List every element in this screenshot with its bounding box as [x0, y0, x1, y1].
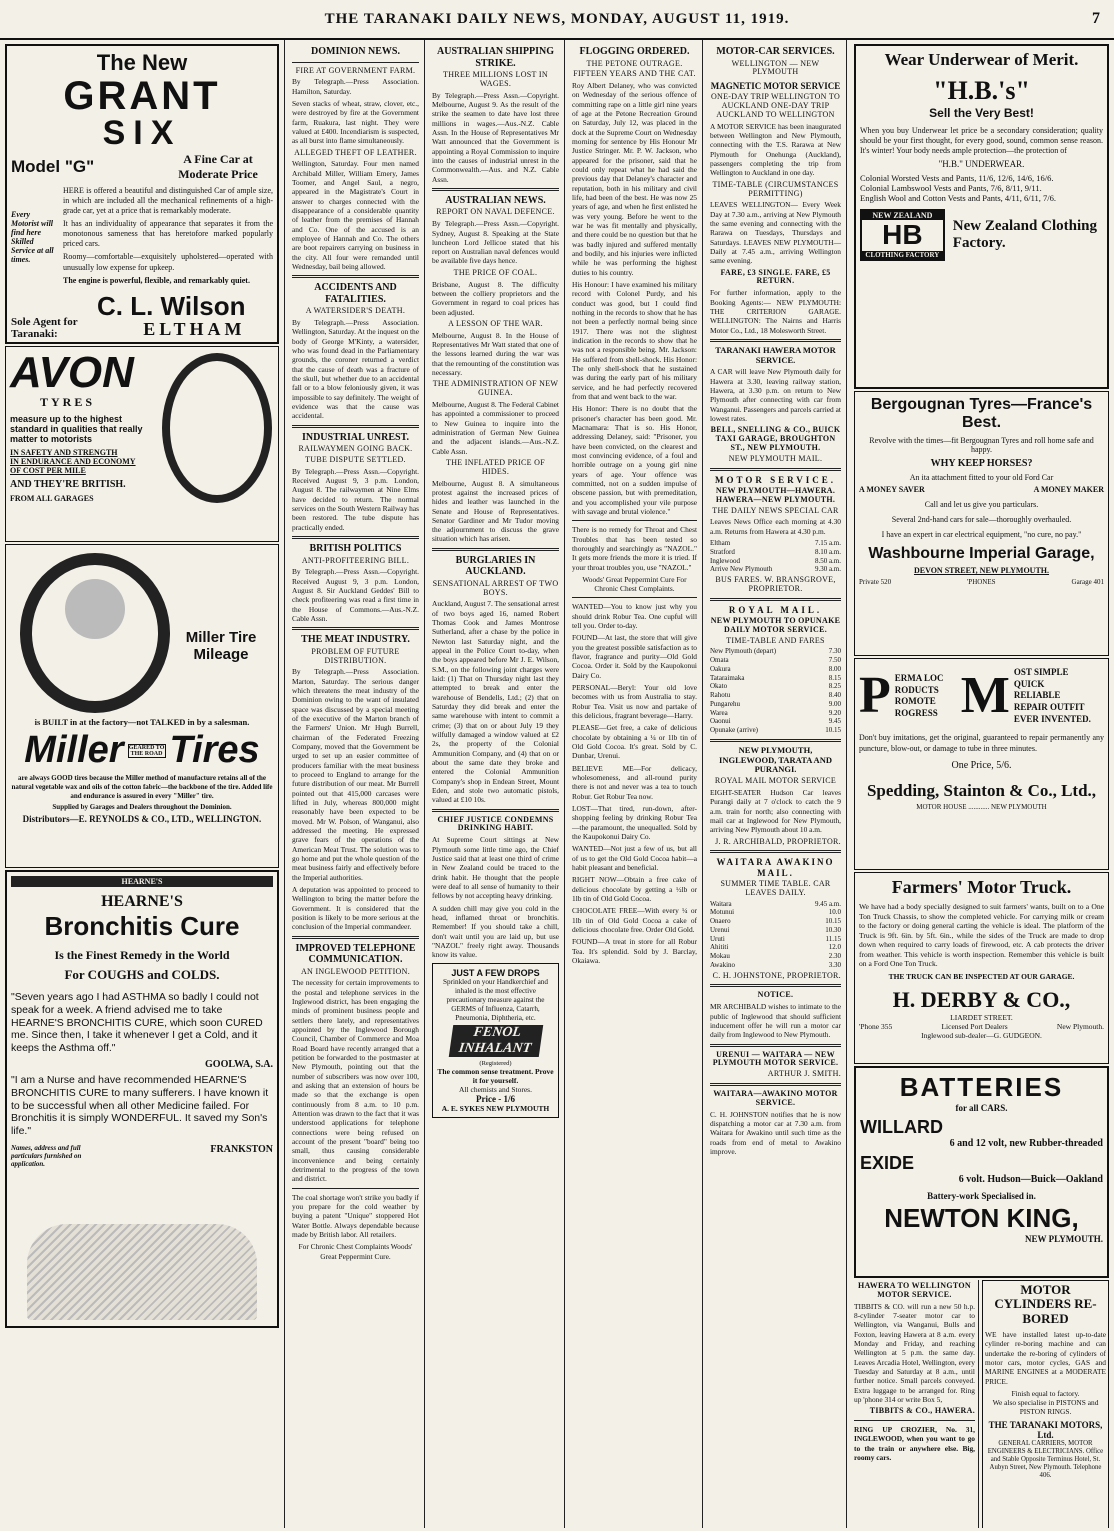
subhead-fire: FIRE AT GOVERNMENT FARM.: [295, 65, 416, 75]
farmers-town: New Plymouth.: [1056, 1021, 1104, 1031]
sig-johnstone: C. H. JOHNSTONE, PROPRIETOR.: [712, 970, 841, 980]
grant-fine-car: A Fine Car at Moderate Price: [178, 152, 258, 181]
heading-industrial-unrest: INDUSTRIAL UNREST.: [301, 431, 410, 443]
hb-underwear-ad: [854, 44, 1109, 389]
article-railwaymen: By Telegraph.—Press Assn.—Copyright. Received August 9, 3 p.m. London, August 8. The railwaymen at Nine Elms have decided to return. The normal services on the South Western Railway has been restored. The tube dispute has practically ended.: [292, 466, 419, 532]
subhead-lesson: A LESSON OF THE WAR.: [448, 318, 543, 328]
miller-supplied: Supplied by Garages and Dealers throughout the Dominion.: [52, 803, 232, 812]
heading-taranaki-hawera: TARANAKI HAWERA MOTOR SERVICE.: [715, 344, 836, 365]
heading-shipping-strike: AUSTRALIAN SHIPPING STRIKE.: [437, 46, 554, 69]
berg-saver: A MONEY SAVER: [859, 485, 925, 494]
hearnes-sig-2: FRANKSTON: [210, 1143, 273, 1155]
table-row: Motunui 10.0: [710, 908, 841, 917]
perma-price: One Price, 5/6.: [951, 759, 1012, 771]
column-1-ads: [0, 40, 285, 1528]
subhead-opunake-fares: TIME-TABLE AND FARES: [726, 635, 825, 645]
avon-line-6: FROM ALL GARAGES: [10, 494, 94, 503]
perma-loc-ad: P ERMA LOC RODUCTS ROMOTE ROGRESS M OST SIMPLE QUICK RELIABLE REPAIR OUTFIT EVER INVENTED. Don't buy imitations, get the original, guaranteed to repair permanently any puncture, blow-out, or damage to tube in three minutes. One Price, 5/6. Spedding, Stainton & Co., Ltd., MOTOR HOUSE ............ NEW PLYMOUTH: [854, 658, 1109, 870]
heading-tarata-purangi: NEW PLYMOUTH, INGLEWOOD, TARATA AND PURANGI.: [719, 744, 832, 775]
ad-peppermint: Woods' Great Peppermint Cure For Chronic Chest Complaints.: [582, 574, 687, 594]
farmers-firm: H. DERBY & CO.,: [892, 986, 1071, 1012]
table-row: Eltham 7.15 a.m.: [710, 539, 841, 547]
perma-body: Don't buy imitations, get the original, guaranteed to repair permanently any puncture, blow-out, or damage to tube in three minutes.: [859, 733, 1104, 753]
hearnes-for: For COUGHS and COLDS.: [64, 967, 220, 982]
table-row: Inglewood 8.50 a.m.: [710, 556, 841, 565]
sig-smith: ARTHUR J. SMITH.: [767, 1069, 841, 1079]
farmers-licensed: Licensed Port Dealers: [941, 1021, 1008, 1031]
table-row: Waitara 9.45 a.m.: [710, 899, 841, 908]
column-4-news: [567, 40, 703, 1528]
subhead-watersider: A WATERSIDER'S DEATH.: [305, 306, 406, 316]
agents-bell-snelling: BELL, SNELLING & CO., BUICK TAXI GARAGE, BROUGHTON ST., NEW PLYMOUTH.: [710, 425, 841, 453]
subhead-hides: THE INFLATED PRICE OF HIDES.: [446, 457, 545, 476]
masthead: [0, 0, 1114, 40]
grant-six: SIX: [102, 114, 182, 152]
cyl-head: MOTOR CYLINDERS RE-BORED: [994, 1282, 1097, 1326]
hearnes-strip: HEARNE'S: [11, 876, 273, 887]
grant-agent-label: Sole Agent for Taranaki:: [11, 315, 78, 340]
table-row: Arrive New Plymouth 9.30 a.m.: [710, 565, 841, 574]
table-row: Oaonui 9.45: [710, 717, 841, 726]
classified-ad: PERSONAL—Beryl: Your old love becomes with us from Australia to stay. Robur Tea. Visit us now and partake of this delicious, fragrant beverage—Harry.: [572, 683, 697, 721]
article-meat: By Telegraph.—Press Association. Marton, Saturday. The serious danger which threatens the meat industry of the Dominion owing to the want of insulated space was discussed by a special meeting of the executive of the Marton branch of the Farmers' Union. Mr Hugh Burrell, chairman of the Federated Freezing Company, moved that the Government be urged to set up an easier committee of producers familiar with the meat business to proceed to England to arrange for the future distribution of our meat. Mr Burrell pointed out that 415,000 carcases were lifted in July, whereas 800,000 might reasonably have been expected to be moved. Mr W. Polson, of Wanganui, also addressed the meeting. He expressed grave fears of the operations of the American Meat Trust. The solution was to go home and put the whole question of the meat business fairly and effectively before the Imperial authorities.: [292, 667, 419, 882]
grant-body-4: The engine is powerful, flexible, and remarkably quiet.: [63, 275, 250, 285]
berg-garage: Washbourne Imperial Garage,: [868, 545, 1095, 562]
perma-firm: Spedding, Stainton & Co., Ltd.,: [866, 780, 1097, 800]
article-leather: Wellington, Saturday. Four men named Archibald Miller, William Emery, James Toomer, and Angel Saul, a negro, appeared in the Magistrate's Court in answer to charges connected with the disappearance of a considerable quantity of leather from the premises of Hannah and Co. One of the accused is an employee of Hannah and Co. The others are boot repairers carrying on business in the city. All four were remanded until Wednesday, bail being allowed.: [292, 159, 419, 271]
farmers-addr: LIARDET STREET.: [950, 1012, 1013, 1022]
avon-tyres-ad: [5, 346, 279, 542]
table-row: Opunake (arrive) 10.15: [710, 726, 841, 735]
classified-ad: RIGHT NOW—Obtain a free cake of delicious chocolate by getting a ½lb or 1lb tin of Old Gold Cocoa.: [572, 875, 697, 903]
hb-factory: New Zealand Clothing Factory.: [952, 218, 1097, 252]
farmers-phone: 'Phone 355: [859, 1021, 893, 1031]
table-row: Omata 7.50: [710, 656, 841, 665]
subhead-meat: PROBLEM OF FUTURE DISTRIBUTION.: [311, 646, 400, 665]
hawera-head: HAWERA TO WELLINGTON MOTOR SERVICE.: [858, 1281, 971, 1299]
column-3-news: [427, 40, 565, 1528]
grant-title: GRANT: [63, 74, 221, 118]
farmers-truck-ad: [854, 872, 1109, 1064]
cyl-body: WE have installed latest up-to-date cylinder re-boring machine and can undertake the re-boring of cylinders of motor cars, motor cycles, GAS and MARINE ENGINES at a MODERATE PRICE.: [985, 1329, 1106, 1386]
heading-dominion-news: DOMINION NEWS.: [311, 46, 400, 57]
subhead-petone: THE PETONE OUTRAGE.: [586, 58, 683, 68]
subhead-leather: ALLEGED THEFT OF LEATHER.: [294, 147, 417, 157]
perma-p: P: [859, 667, 891, 725]
miller-tires-ad: [5, 544, 279, 868]
article-watersider: By Telegraph.—Press Association. Wellington, Saturday. At the inquest on the body of George M'Kinty, a watersider, who was found dead in the Parliamentary grounds, the coroner returned a verdict that the cause of death was a fracture of the skull, but whether due to an accidental fall or to a blow feloniously given, it was impossible to say definitely. The weight of evidence was that the cause was accidental.: [292, 318, 420, 421]
subhead-np-hawera: NEW PLYMOUTH—HAWERA. HAWERA—NEW PLYMOUTH.: [715, 485, 836, 504]
miller-distributors: Distributors—E. REYNOLDS & CO., LTD., WELLINGTON.: [22, 814, 262, 825]
classified-ad: LOST—That tired, run-down, after-shopping feeling by drinking Robur Tea—the paramount, the unequalled. Sold by the Kaupokonui Dairy Co.: [572, 804, 697, 842]
crozier-ad: RING UP CROZIER, No. 31, INGLEWOOD, when you want to go to the train or anywhere else. Big, roomy cars.: [854, 1425, 975, 1462]
avon-brand: AVON: [10, 348, 134, 397]
article-burglaries: Auckland, August 7. The sensational arrest of two boys aged 16, named Robert Thomas Cook and James Montrose Sutherland, after a chase by the police in Newton last Saturday night, and the appeal in the Police Court to-day, when the boys appeared before Mr J. E. Wilson, S.M., on the following joint charges were laid: (1) That on Thursday night last they attempted to break and enter the warehouse of Bendells, Ltd.; (2) that on Saturday they did break and enter the same warehouse with intent to commit a crime; (3) that on or about July 19 they wilfully damaged a window valued at £2 2s, the property of the Colonial Ammunition Company, and (4) that on or about the same date they broke and entered the Colonial Ammunition Company's shop in Endean Street, Mount Eden, and stole two automatic pistols, valued at £10 10s.: [432, 599, 559, 805]
hearnes-testimonial-2: "I am a Nurse and have recommended HEARNE'S BRONCHITIS CURE to many sufferers. I have known it to be successful when all other Medicine failed. For Bronchitis it is simply WONDERFUL. It saved my Son's life.": [11, 1073, 269, 1138]
table-row: Stratford 8.10 a.m.: [710, 547, 841, 556]
subhead-arrest: SENSATIONAL ARREST OF TWO BOYS.: [432, 578, 559, 597]
fenol-price: Price - 1/6: [476, 1094, 515, 1105]
berg-line-1: Revolve with the times—fit Bergougnan Tyres and roll home safe and happy.: [869, 436, 1094, 454]
column-5-motor-services: [705, 40, 847, 1528]
batt-willard: WILLARD: [860, 1117, 943, 1137]
classified-ad: WANTED—Not just a few of us, but all of us to get the Old Gold Cocoa habit—a habit pleasant and beneficial.: [572, 844, 697, 873]
hearnes-name: HEARNE'S: [101, 893, 183, 910]
opunake-table: [710, 647, 841, 735]
hearnes-bronchitis-ad: [5, 870, 279, 1328]
heading-urenui: URENUI — WAITARA — NEW PLYMOUTH MOTOR SERVICE.: [712, 1049, 839, 1068]
berg-phones: 'PHONES: [967, 578, 996, 586]
hb-line-1: Colonial Worsted Vests and Pants, 11/6, 12/6, 14/6, 16/6.: [860, 173, 1054, 184]
avon-line-1: measure up to the highest standard in qualities that really matter to motorists: [10, 414, 143, 444]
berg-street: DEVON STREET, NEW PLYMOUTH.: [913, 566, 1050, 575]
heading-australian-news: AUSTRALIAN NEWS.: [445, 194, 546, 206]
avon-tyres: TYRES: [40, 395, 96, 409]
subhead-one-day-trip: ONE-DAY TRIP WELLINGTON TO AUCKLAND ONE-DAY TRIP AUCKLAND TO WELLINGTON: [710, 92, 841, 120]
fenol-head: JUST A FEW DROPS: [451, 968, 540, 979]
cyl-firm: THE TARANAKI MOTORS, Ltd.: [988, 1419, 1103, 1440]
batteries-ad: [854, 1066, 1109, 1278]
batt-head: BATTERIES: [899, 1072, 1064, 1102]
heading-accidents: ACCIDENTS AND FATALITIES.: [314, 282, 397, 305]
table-row: Pungarehu 9.00: [710, 699, 841, 708]
hb-product: "H.B." UNDERWEAR.: [938, 159, 1025, 170]
magnetic-fares: FARE, £3 SINGLE. FARE, £5 RETURN.: [720, 267, 831, 286]
classified-ad: CHOCOLATE FREE—With every ¼ or 1lb tin of Old Gold Cocoa a cake of delicious chocolate free. Order Old Gold.: [572, 906, 697, 934]
berg-line-2: An ita attachment fitted to your old Ford Car: [909, 473, 1054, 482]
miller-geared: GEARED TO THE ROAD: [128, 744, 165, 757]
classified-ad: FOUND—At last, the store that will give you the greatest possible satisfaction as to flavor, fragrance and purity—Old Gold Cocoa. Order it. Sold by the Kaupokonui Dairy Co.: [572, 633, 697, 680]
daily-news-car-times: Leaves News Office each morning at 4.30 a.m. Returns from Hawera at 4.30 p.m.: [710, 517, 841, 536]
batt-town: NEW PLYMOUTH.: [1024, 1234, 1103, 1244]
heading-flogging: FLOGGING ORDERED.: [579, 46, 690, 57]
grant-model: Model "G": [11, 157, 95, 176]
subhead-inglewood: AN INGLEWOOD PETITION.: [300, 966, 411, 976]
heading-motor-services: MOTOR-CAR SERVICES.: [716, 46, 835, 57]
hearnes-testimonial-1: "Seven years ago I had ASTHMA so badly I could not speak for a week. A friend advised me to take HEARNE'S BRONCHITIS CURE, which soon CURED me. Since then, I take it whenever I get a Cold, and it keeps the Asthma off.": [11, 991, 263, 1055]
article-johnston: C. H. JOHNSTON notifies that he is now dispatching a motor car at 7.30 a.m. from Waitara for Awakino until such time as the roads from end of metal to Awakino improve.: [710, 1109, 841, 1156]
subhead-naval: REPORT ON NAVAL DEFENCE.: [436, 207, 555, 217]
hawera-wellington-ad: [854, 1280, 979, 1528]
hearnes-illustration: [27, 1224, 257, 1320]
hb-line-3: English Wool and Cotton Vests and Pants, 4/11, 6/11, 7/6.: [860, 193, 1057, 204]
table-row: Rahotu 8.40: [710, 691, 841, 700]
classified-ad: BELIEVE ME—For delicacy, wholesomeness, and all-round purity there is not and never was a tea to touch Robur. Get Robur Tea now.: [572, 763, 697, 801]
subhead-daily-news-car: THE DAILY NEWS SPECIAL CAR: [712, 505, 839, 515]
grant-body-1: HERE is offered a beautiful and distinguished Car of ample size, in which are included all the mechanical refinements of a high-grade car, yet at a price that is remarkably moderate.: [63, 186, 273, 216]
subhead-royal-mail-motor: ROYAL MAIL MOTOR SERVICE: [714, 776, 837, 786]
article-new-guinea: Melbourne, August 8. The Federal Cabinet has appointed a commissioner to proceed to New Guinea to inquire into the administration of German New Guinea and the adjacent islands.—Aus.-N.Z. Cable Assn.: [432, 399, 559, 456]
article-telephone: The necessity for certain improvements to the postal and telephone services in the Inglewood district, has been engaging the minds of prominent business people and settlers there lately, and representatives appointed by the Inglewood Borough Council, Chamber of Commerce and Moa Road Board have recently arranged that a petition be forwarded to the postmaster at New Plymouth, pointing out that the number of subscribers was now over 100, and asking that an extension of hours be made so that the exchange is open continuously from 8 a.m. to 10 p.m. Attention was drawn to the fact that it was understood applications for telephone connections were being refused on account of the present "board" being too small, thus causing considerable inconvenience and being certainly detrimental to the progress of the town and district.: [292, 978, 419, 1184]
miller-tires: Tires: [169, 729, 260, 771]
article-taranaki-hawera: A CAR will leave New Plymouth daily for Hawera at 3.30, leaving railway station, Hawera, at 3.30 p.m. on return to New Plymouth after connecting with car from Wanganui. Passengers and parcels carried at lowest rates.: [710, 367, 841, 424]
motor-cylinders-ad: [982, 1280, 1109, 1528]
hearnes-remedy: Is the Finest Remedy in the World: [54, 948, 230, 962]
hearnes-names-note: Names, address and full particulars furnished on application.: [11, 1143, 82, 1168]
heading-notice: NOTICE.: [757, 990, 794, 1000]
berg-garage-no: Garage 401: [1071, 578, 1104, 586]
classified-ad: PLEASE—Get free, a cake of delicious chocolate by obtaining a ¼ or 1lb tin of Old Gold Cocoa. It's great. Sold by C. Dunbar, Urenui.: [572, 723, 697, 761]
article-magnetic-times: LEAVES WELLINGTON— Every Week Day at 7.30 a.m., arriving at New Plymouth the same evening and connecting with the Rarawa on Tuesdays, Thursdays and Saturdays. LEAVES NEW PLYMOUTH— Daily at 7.45 a.m., arriving Wellington same evening.: [710, 200, 841, 266]
avon-line-3: IN ENDURANCE AND ECONOMY: [10, 457, 136, 466]
fenol-body: Sprinkled on your Handkerchief and inhaled is the most effective precautionary measure against the GERMS of Influenza, Catarrh, Pneumonia, Diphtheria, etc.: [443, 978, 548, 1022]
classified-ad: FOUND—A treat in store for all Robur Tea. It's splendid. Sold by J. Barclay, Okaiawa.: [572, 937, 697, 965]
grant-agent-name: C. L. Wilson: [97, 290, 246, 321]
subhead-summer: SUMMER TIME TABLE. CAR LEAVES DAILY.: [720, 879, 831, 897]
perma-m: M: [960, 667, 1010, 725]
miller-tire-mileage: Miller Tire Mileage: [185, 629, 257, 663]
heading-meat-industry: THE MEAT INDUSTRY.: [301, 634, 410, 646]
table-row: Warea 9.20: [710, 708, 841, 717]
article-fire: Seven stacks of wheat, straw, clover, etc., were destroyed by fire at the Government farm, Ruakura, last night. They were valued at £400. Incendiarism is suspected, as all burst into flame simultaneously.: [292, 98, 419, 146]
article-lesson: Melbourne, August 8. In the House of Representatives Mr Watt stated that one of the lessons learned during the war was that the remounting of the constitution was necessary.: [432, 330, 559, 378]
berg-line-3: Call and let us give you particulars.: [924, 500, 1039, 509]
awakino-table: [710, 900, 841, 970]
table-row: Onaero 10.15: [710, 917, 841, 926]
berg-why: WHY KEEP HORSES?: [930, 458, 1033, 469]
avon-line-2: IN SAFETY AND STRENGTH: [10, 448, 118, 457]
hearnes-product: Bronchitis Cure: [44, 911, 240, 941]
grant-side-note: Every Motorist will find here Skilled Service at all times.: [11, 210, 54, 264]
subhead-opunake: NEW PLYMOUTH TO OPUNAKE DAILY MOTOR SERVICE.: [710, 615, 841, 634]
table-row: Mokau 2.30: [710, 952, 841, 961]
table-row: Awakino 3.30: [710, 960, 841, 969]
fenol-maker: A. E. SYKES NEW PLYMOUTH: [441, 1104, 550, 1114]
grant-agent-town: ELTHAM: [143, 318, 246, 339]
article-coal: Brisbane, August 8. The difficulty between the colliery proprietors and the Government in regard to coal prices has been adjusted.: [432, 279, 559, 317]
ad-nazol-2: There is no remedy for Throat and Chest Troubles that has been tested so thoroughly and searchingly as "NAZOL." It gets more friends the more it is tried. If your throat troubles you, use "NAZOL.": [572, 525, 697, 572]
hb-line-2: Colonial Lambswool Vests and Pants, 7/6, 8/11, 9/11.: [860, 183, 1042, 194]
subhead-fifteen-years: FIFTEEN YEARS AND THE CAT.: [573, 69, 696, 79]
farmers-sub: Inglewood sub-dealer—G. GUDGEON.: [921, 1030, 1042, 1040]
hb-brand: "H.B.'s": [933, 76, 1030, 105]
table-row: Ahititi 12.0: [710, 943, 841, 952]
miller-man-image: [65, 579, 125, 639]
article-meat-2: A deputation was appointed to proceed to Wellington to bring the matter before the Government. It is considered that the position is likely to be more serious at the conclusion of the Imperial commandeer.: [292, 885, 419, 932]
batt-exide: EXIDE: [860, 1153, 915, 1173]
subhead-coal: THE PRICE OF COAL.: [453, 267, 538, 277]
page-number: 7: [1092, 10, 1100, 27]
subhead-wellington-np: WELLINGTON — NEW PLYMOUTH: [731, 58, 820, 77]
heading-waitara-awakino: WAITARA AWAKINO MAIL.: [716, 857, 835, 878]
hearnes-sig-1: GOOLWA, S.A.: [205, 1058, 273, 1070]
batt-firm: NEWTON KING,: [884, 1203, 1079, 1233]
heading-burglaries: BURGLARIES IN AUCKLAND.: [455, 554, 536, 578]
berg-private: Private 520: [859, 578, 892, 586]
article-flogging-2: His Honour: I have examined his military record with Colonel Purdy, and his conduct was good, but I could find nothing in the records to show that he has not been a perfectly normal being since 1917. There was not the slightest indication in the records to show that he was not a responsible being. Mr. Jackson: He suffered from shell-shock. His Honor: The only shell-shock that he sustained was during the early part of his military service, and he had perfectly recovered from that and went back to the war.: [572, 279, 697, 401]
berg-line-4: Several 2nd-hand cars for sale—thoroughly overhauled.: [891, 515, 1072, 524]
column-2-news: [287, 40, 425, 1528]
table-row: Tataraimaka 8.15: [710, 673, 841, 682]
fenol-brand: FENOL INHALANT: [448, 1025, 542, 1057]
batt-service: Battery-work Specialised in.: [927, 1191, 1036, 1201]
cyl-special: We also specialise in PISTONS and PISTON RINGS.: [992, 1397, 1099, 1416]
grant-body-2: It has an individuality of appearance that separates it from the monotonous sameness that has heretofore marked popularly priced cars.: [63, 219, 273, 249]
fenol-reg: (Registered): [479, 1060, 512, 1068]
article-flogging-3: His Honor: There is no doubt that the prisoner's character has been good. Mr. Macnamara: That is so. His Honor, addressing Delaney, said: "Prisoner, you have been convicted, on the clearest and most convincing evidence, of a foul and horrible outrage on a young girl nine years of age. Your offence was committed, not on a sudden impulse of obscene passion, but with premeditation, and you accomplished your vile purpose with savage and brutal violence.": [572, 404, 697, 516]
miller-brand: Miller: [24, 729, 124, 771]
subhead-tube: TUBE DISPUTE SETTLED.: [305, 455, 406, 465]
miller-body: are always GOOD tires because the Miller method of manufacture retains all of the natural vegetable wax and oils of the cotton fabric—the backbone of the tire. Added life and endurance is assured in every "Miller" tire.: [11, 774, 273, 800]
article-naval: By Telegraph.—Press Assn.—Copyright. Sydney, August 8. Speaking at the State luncheon Lord Jellicoe stated that his report on Australian naval defences would be available five days hence.: [432, 219, 559, 266]
article-notice: MR ARCHIBALD wishes to intimate to the public of Inglewood that should sufficient inducement offer he will run a motor car daily from Inglewood to New Plymouth.: [710, 1002, 841, 1040]
farmers-inspect: THE TRUCK CAN BE INSPECTED AT OUR GARAGE.: [888, 971, 1075, 981]
berg-line-5: I have an expert in car electrical equipment, "no cure, no pay.": [881, 530, 1082, 539]
table-row: Oakura 8.00: [710, 664, 841, 673]
bottom-ads: [854, 1280, 1109, 1528]
heading-np-mail: NEW PLYMOUTH MAIL.: [728, 453, 823, 463]
cyl-finish: Finish equal to factory.: [1011, 1388, 1080, 1398]
heading-telephone: IMPROVED TELEPHONE COMMUNICATION.: [295, 942, 416, 966]
heading-royal-mail: ROYAL MAIL.: [728, 604, 823, 615]
fenol-treat: The common sense treatment. Prove it for yourself.: [437, 1067, 554, 1086]
cyl-desc: GENERAL CARRIERS, MOTOR ENGINEERS & ELECTRICIANS. Office and Stable Opposite Terminus Hotel, St. Aubyn Street, New Plymouth. Telephone 406.: [987, 1439, 1104, 1480]
article-magnetic-agents: For further information, apply to the Booking Agents:— NEW PLYMOUTH: THE CRITERION GARAGE. WELLINGTON: The Nairns and Harris Motor Co., Ltd., 18 Molesworth Street.: [710, 288, 841, 335]
avon-line-5: AND THEY'RE BRITISH.: [10, 479, 126, 490]
miller-tagline: is BUILT in at the factory—not TALKED in by a salesman.: [34, 717, 250, 727]
subhead-new-guinea: THE ADMINISTRATION OF NEW GUINEA.: [432, 379, 559, 398]
fenol-sold: All chemists and Stores.: [459, 1085, 532, 1095]
avon-tyre-image: [162, 353, 272, 503]
hawera-body: TIBBITS & CO. will run a new 50 h.p. 8-cylinder 7-seater motor car to Wellington, via Wanganui, Bulls and Foxton, leaving Hawera at 8 a.m. every Monday and Friday, and reaching Wellington at 5 p.m. the same day. Leaves Arcadia Hotel, Wellington, every Tuesday and Saturday at 8 a.m., until further notice. Small parcels conveyed. Extra luggage to be arranged for. Ring up 'phone 314 or write Box 5,: [854, 1301, 975, 1404]
batt-for: for all CARS.: [955, 1103, 1008, 1113]
table-row: Urenui 10.30: [710, 925, 841, 934]
article-magnetic: A MOTOR SERVICE has been inaugurated between Wellington and New Plymouth, connecting with the T.S. Rarawa at New Plymouth for Onehunga (Auckland), passengers completing the trip from Wellington to Auckland in one day.: [710, 121, 841, 178]
grant-the-new: The New: [96, 50, 188, 75]
hb-body: When you buy Underwear let price be a secondary consideration; quality should be your first thought, for every good, sound, common sense reason. It's winter! Your body needs ample protection—the protection of: [860, 126, 1103, 156]
berg-head: Bergougnan Tyres—France's Best.: [870, 396, 1093, 431]
ad-nazol: A sudden chill may give you cold in the head, inflamed throat or bronchitis. Remember! If you should take a chill, don't wait until you are laid up, but use "NAZOL" freely right away. Thousands know its value.: [432, 903, 559, 960]
heading-motor-service: MOTOR SERVICE.: [714, 474, 837, 485]
article-purangi: EIGHT-SEATER Hudson Car leaves Purangi daily at 7 o'clock to catch the 9 a.m. train for north; also connecting with mail car at Inglewood for New Plymouth, arriving New Plymouth about 10 a.m.: [710, 787, 841, 835]
farmers-head: Farmers' Motor Truck.: [891, 877, 1072, 897]
fenol-ad: [432, 963, 559, 1118]
farmers-body: We have had a body specially designed to suit farmers' wants, built on to a One Ton Truck Chassis, to show the completed vehicle. For carrying milk or cream to the factory or doing general carting the vehicle is ideal. The platform of the Truck is 9ft. 6in. by 5ft. 6in., while the sides of the Truck are made to drop down when required to carry loads of firewood, etc. A cab protects the driver from weather. This vehicle is worth inspection. Remember this vehicle is built on a Ford One Ton Truck.: [859, 902, 1104, 969]
dateline-fire: By Telegraph.—Press Association. Hamilton, Saturday.: [292, 77, 419, 96]
hb-sell: Sell the Very Best!: [929, 106, 1034, 120]
batt-exide-desc: 6 volt. Hudson—Buick—Oakland: [958, 1174, 1103, 1185]
perma-firm-addr: MOTOR HOUSE ............ NEW PLYMOUTH: [916, 802, 1047, 811]
table-row: Uruti 11.15: [710, 934, 841, 943]
heading-british-politics: BRITISH POLITICS: [309, 543, 402, 555]
article-profiteering: By Telegraph.—Press Assn.—Copyright. Received August 9, 3 p.m. London, August 8. Sir Auckland Geddes' Bill to check profiteering was read a first time in the House of Commons.—Aus.-N.Z. Cable Assn.: [292, 567, 419, 624]
article-hides: Melbourne, August 8. A simultaneous protest against the increased prices of hides and leather was launched in the Senate and House of Representatives. Senator Gardiner and Mr Tudor moving the adjournment to discuss the grave situation which has arisen.: [432, 478, 559, 544]
article-shipping: By Telegraph.—Press Assn.—Copyright. Melbourne, August 9. As the result of the strike the seamen to date have lost three millions in wages.—Aus.-N.Z. Cable Assn. In the House of Representatives Mr Watt announced that the Government is appointing a Royal Commission to inquire into the causes of industrial unrest in the Commonwealth.—Aus. and N.Z. Cable Assn.: [432, 90, 559, 184]
subhead-chief-justice: CHIEF JUSTICE CONDEMNS DRINKING HABIT.: [437, 814, 554, 833]
avon-line-4: OF COST PER MILE: [10, 466, 86, 475]
masthead-title: THE TARANAKI DAILY NEWS, MONDAY, AUGUST 11, 1919.: [324, 10, 790, 27]
bus-fares: BUS FARES. W. BRANSGROVE, PROPRIETOR.: [715, 575, 836, 593]
column-6-ads: [849, 40, 1114, 1528]
daily-news-car-table: [710, 539, 841, 574]
ad-hot-water-bottle: The coal shortage won't strike you badly if you prepare for the cold weather by buying a patent "Unique" stoppered Hot Water Bottle. Always dependable because made by British labor. All retailers.: [292, 1192, 419, 1239]
heading-waitara-awakino-service: WAITARA—AWAKINO MOTOR SERVICE.: [713, 1088, 838, 1107]
classified-ad: WANTED—You to know just why you should drink Robur Tea. One cupful will tell you. Order to-day.: [572, 602, 697, 631]
hb-head: Wear Underwear of Merit.: [884, 50, 1079, 69]
hawera-firm: TIBBITS & CO., HAWERA.: [869, 1406, 975, 1416]
article-flogging-1: Roy Albert Delaney, who was convicted on Wednesday of the serious offence of committing rape on a little girl nine years of age at the Petone Recreation Ground on Saturday, July 12, was placed in the dock at the Supreme Court on Wednesday morning for sentence by His Honour Mr Justice Stringer. Mr. P. W. Jackson, who appeared for the prisoner, said that he could only repeat what he had said the previous day that Delaney's character and reputation, both in his military and civil life, had been of the best. He was now 25 years of age, and when he first enlisted he was very young. Before he went to the war he was fit mentally and physically, and there could be no question but that he was badly injured and suffered mentally and bodily, and his injuries were inflicted while he was performing the highest duties to his country.: [572, 81, 697, 277]
batt-willard-desc: 6 and 12 volt, new Rubber-threaded: [949, 1138, 1103, 1149]
footer-peppermint: For Chronic Chest Complaints Woods' Great Peppermint Cure.: [298, 1242, 413, 1261]
table-row: Okato 8.25: [710, 682, 841, 691]
subhead-wages: THREE MILLIONS LOST IN WAGES.: [443, 70, 548, 88]
article-chief-justice: At Supreme Court sittings at New Plymouth some little time ago, the Chief Justice said that at least one third of crime in New Zealand could be traced to the drink habit. He thought that the people were deaf to all sense of humanity to their fellows by not accepting heavy drinking.: [432, 835, 559, 901]
subhead-timetable: TIME-TABLE (CIRCUMSTANCES PERMITTING): [712, 179, 839, 198]
subhead-railwaymen: RAILWAYMEN GOING BACK.: [298, 444, 413, 454]
berg-maker: A MONEY MAKER: [1033, 485, 1104, 494]
hb-logo: NEW ZEALAND HB CLOTHING FACTORY: [860, 209, 945, 261]
grant-six-ad: [5, 44, 279, 344]
subhead-profiteering: ANTI-PROFITEERING BILL.: [301, 555, 410, 565]
heading-magnetic: MAGNETIC MOTOR SERVICE: [710, 81, 841, 92]
table-row: New Plymouth (depart) 7.30: [710, 647, 841, 656]
sig-archibald: J. R. ARCHIBALD, PROPRIETOR.: [715, 836, 841, 846]
bergougnan-ad: [854, 391, 1109, 656]
grant-subagents-label: [11, 342, 273, 344]
grant-body-3: Roomy—comfortable—exquisitely upholstered—operated with unusually low expense for upkeep.: [63, 252, 273, 272]
